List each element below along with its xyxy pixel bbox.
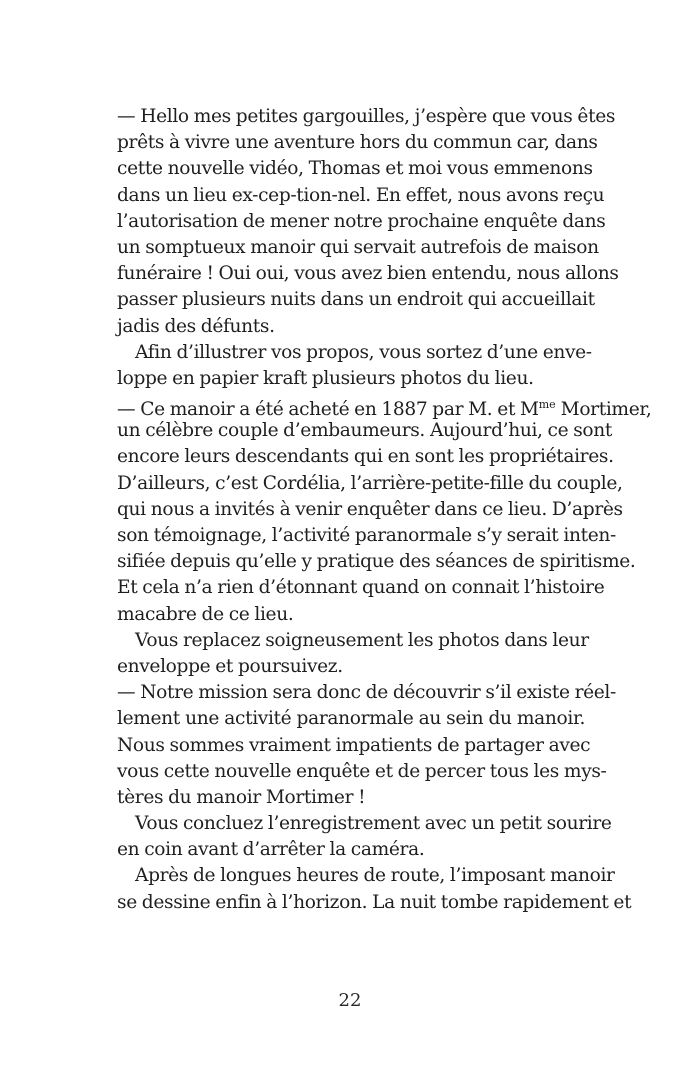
text-line-30: Après de longues heures de route, l’imposant manoir <box>135 865 615 887</box>
page-number: 22 <box>338 990 362 1011</box>
text-line-27: tères du manoir Mortimer ! <box>117 786 366 808</box>
text-line-6: un somptueux manoir qui servait autrefois de maison <box>117 236 599 258</box>
text-line-8: passer plusieurs nuits dans un endroit qui accueillait <box>117 289 595 311</box>
text-line-13: un célèbre couple d’embaumeurs. Aujourd’hui, ce sont <box>117 420 613 442</box>
text-line-23: — Notre mission sera donc de découvrir s’il existe réel- <box>117 682 616 704</box>
text-line-11: loppe en papier kraft plusieurs photos du lieu. <box>117 367 534 389</box>
superscript-me: me <box>538 398 556 412</box>
text-line-18: sifiée depuis qu’elle y pratique des séances de spiritisme. <box>117 551 636 573</box>
text-line-16: qui nous a invités à venir enquêter dans ce lieu. D’après <box>117 498 623 520</box>
text-line-2: prêts à vivre une aventure hors du commun car, dans <box>117 132 598 154</box>
text-line-12 <box>117 392 652 421</box>
text-line-7: funéraire ! Oui oui, vous avez bien entendu, nous allons <box>117 263 619 285</box>
text-line-17: son témoignage, l’activité paranormale s’y serait inten- <box>117 525 616 546</box>
text-line-20: macabre de ce lieu. <box>117 603 294 625</box>
text-line-24: lement une activité paranormale au sein du manoir. <box>117 708 585 730</box>
text-line-22: enveloppe et poursuivez. <box>117 655 343 677</box>
text-line-5: l’autorisation de mener notre prochaine enquête dans <box>117 210 606 232</box>
text-line-21: Vous replacez soigneusement les photos dans leur <box>135 629 589 651</box>
text-line-29: en coin avant d’arrêter la caméra. <box>117 839 425 861</box>
body-text <box>117 104 652 916</box>
text-line-26: vous cette nouvelle enquête et de percer tous les mys- <box>117 760 607 782</box>
text-line-19: Et cela n’a rien d’étonnant quand on connait l’histoire <box>117 577 605 599</box>
text-line-31: se dessine enfin à l’horizon. La nuit tombe rapidement et <box>117 891 632 913</box>
text-line-10: Afin d’illustrer vos propos, vous sortez d’une enve- <box>135 341 592 363</box>
text-line-28: Vous concluez l’enregistrement avec un petit sourire <box>135 813 612 835</box>
text-line-3: cette nouvelle vidéo, Thomas et moi vous emmenons <box>117 158 593 180</box>
text-line-12-before: — Ce manoir a été acheté en 1887 par M. et M <box>117 399 539 421</box>
text-line-15: D’ailleurs, c’est Cordélia, l’arrière-petite-fille du couple, <box>117 472 623 494</box>
text-line-4: dans un lieu ex-cep-tion-nel. En effet, nous avons reçu <box>117 184 605 206</box>
text-line-9: jadis des défunts. <box>117 315 275 337</box>
text-line-12-after: Mortimer, <box>555 399 652 421</box>
text-line-14: encore leurs descendants qui en sont les propriétaires. <box>117 446 614 468</box>
text-line-25: Nous sommes vraiment impatients de partager avec <box>117 734 591 756</box>
text-line-1: — Hello mes petites gargouilles, j’espère que vous êtes <box>117 106 616 127</box>
